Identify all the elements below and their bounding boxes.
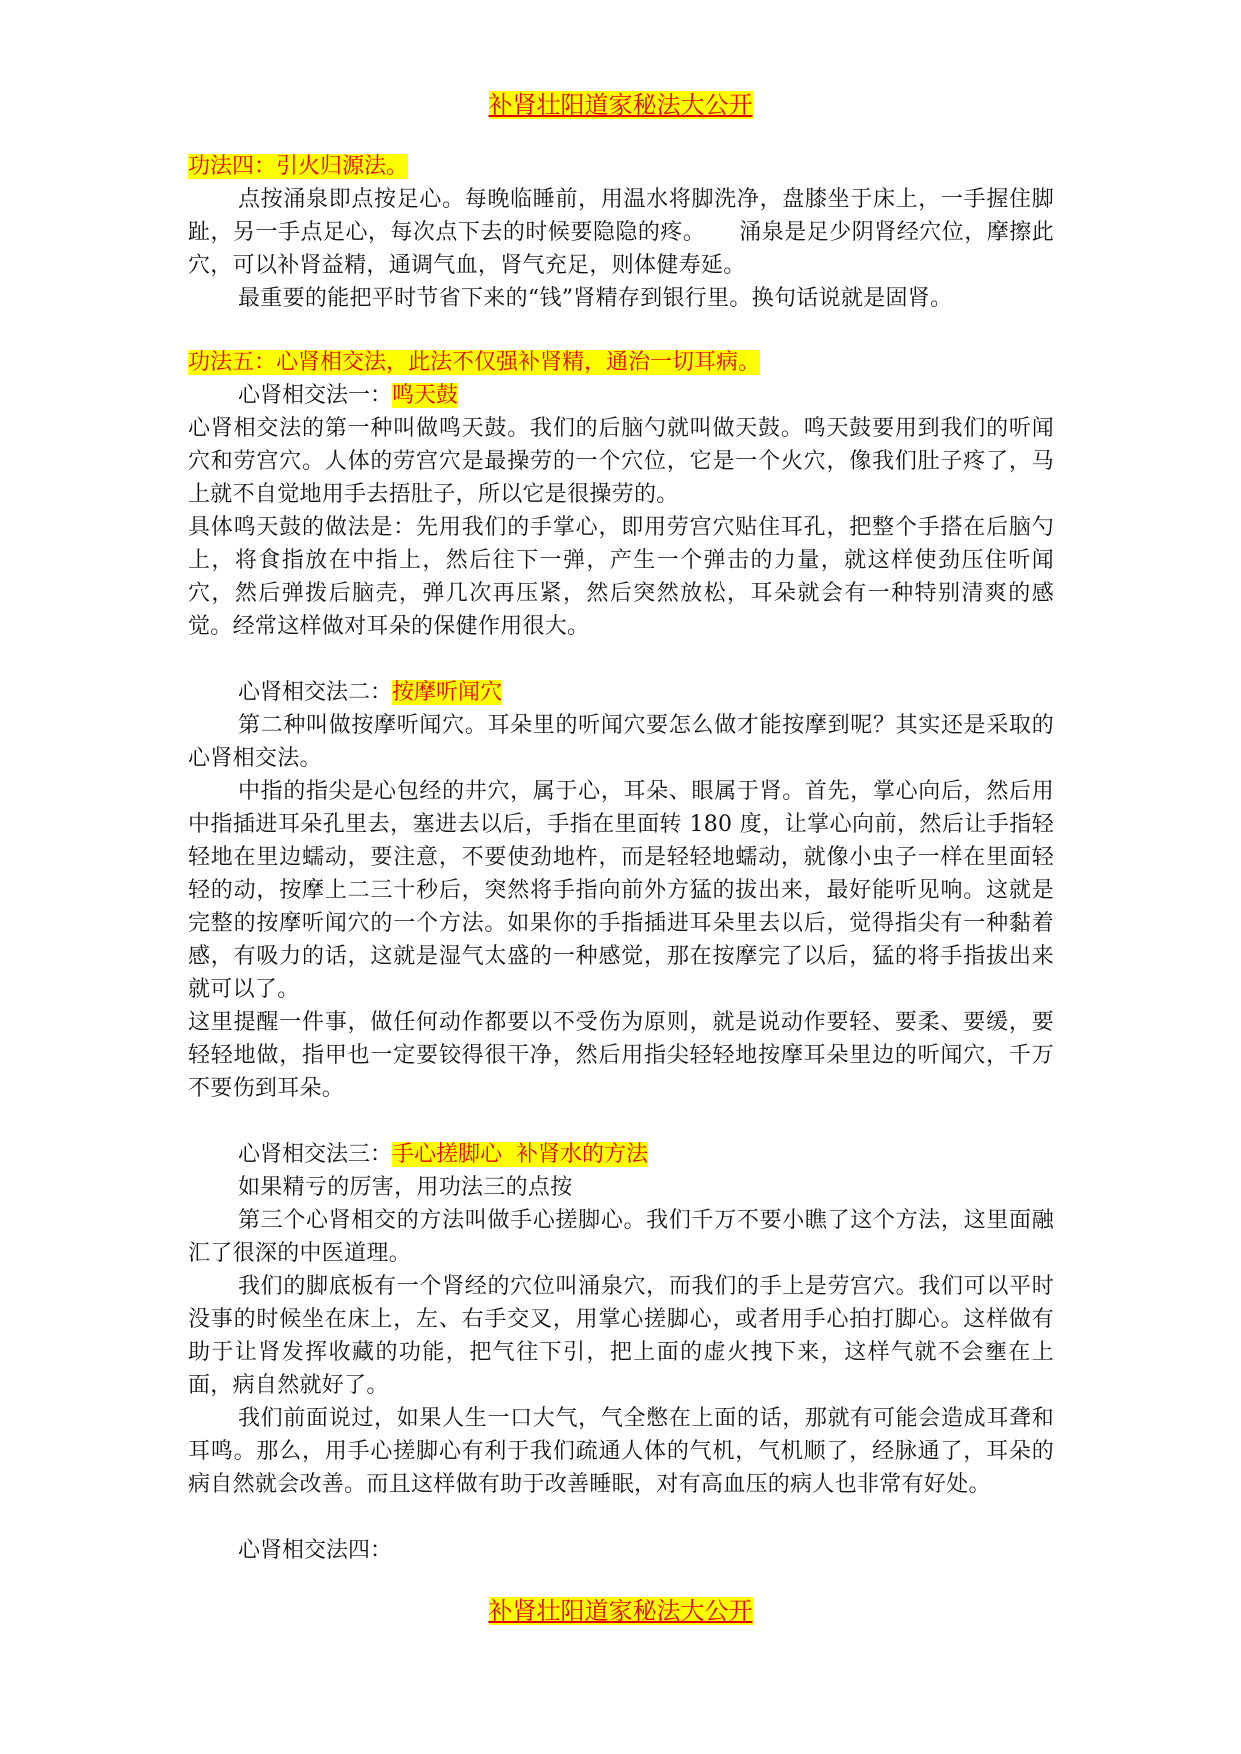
method-three-name: 手心搓脚心 补肾水的方法 [392, 1142, 649, 1167]
method-three-heading: 心肾相交法三：手心搓脚心 补肾水的方法 [238, 1142, 649, 1167]
method-three-paragraph-3: 我们前面说过，如果人生一口大气，气全憋在上面的话，那就有可能会造成耳聋和耳鸣。那么，用手心搓脚心有利于我们疏通人体的气机，气机顺了，经脉通了，耳朵的病自然就会改善。而且这样做有助于改善睡眠，对有高血压的病人也非常有好处。 [188, 1406, 1054, 1497]
method-two-name: 按摩听闻穴 [392, 680, 503, 705]
method-two-paragraph-2: 中指的指尖是心包经的井穴，属于心，耳朵、眼属于肾。首先，掌心向后，然后用中指插进耳朵孔里去，塞进去以后，手指在里面转 180 度，让掌心向前，然后让手指轻轻地在里边蠕动，要注意，不要使劲地杵，而是轻轻地蠕动，就像小虫子一样在里面轻轻的动，按摩上二三十秒后，突然将手指向前外方猛的拔出来，最好能听见响。这就是完整的按摩听闻穴的一个方法。如果你的手指插进耳朵里去以后，觉得指尖有一种黏着感，有吸力的话，这就是湿气太盛的一种感觉，那在按摩完了以后，猛的将手指拔出来就可以了。 [188, 779, 1054, 1002]
method-one-heading: 心肾相交法一：鸣天鼓 [238, 383, 459, 408]
footer-title [0, 1594, 1241, 1628]
method-four-heading: 心肾相交法四： [238, 1538, 393, 1563]
section-four [188, 150, 1054, 315]
doc-title-text: 补肾壮阳道家秘法大公开 [488, 91, 753, 119]
section-four-paragraph-2: 最重要的能把平时节省下来的“钱”肾精存到银行里。换句话说就是固肾。 [238, 286, 953, 311]
method-two-heading: 心肾相交法二：按摩听闻穴 [238, 680, 503, 705]
method-one-paragraph-2: 具体鸣天鼓的做法是：先用我们的手掌心，即用劳宫穴贴住耳孔，把整个手搭在后脑勺上，将食指放在中指上，然后往下一弹，产生一个弹击的力量，就这样使劲压住听闻穴，然后弹拨后脑壳，弹几次再压紧，然后突然放松，耳朵就会有一种特别清爽的感觉。经常这样做对耳朵的保健作用很大。 [188, 515, 1054, 639]
method-three-paragraph-1: 第三个心肾相交的方法叫做手心搓脚心。我们千万不要小瞧了这个方法，这里面融汇了很深的中医道理。 [188, 1208, 1054, 1266]
section-five [188, 346, 1054, 1567]
method-two-paragraph-3: 这里提醒一件事，做任何动作都要以不受伤为原则，就是说动作要轻、要柔、要缓，要轻轻地做，指甲也一定要铰得很干净，然后用指尖轻轻地按摩耳朵里边的听闻穴，千万不要伤到耳朵。 [188, 1010, 1054, 1101]
section-four-heading: 功法四：引火归源法。 [188, 154, 409, 179]
method-three-paragraph-2: 我们的脚底板有一个肾经的穴位叫涌泉穴，而我们的手上是劳宫穴。我们可以平时没事的时候坐在床上，左、右手交叉，用掌心搓脚心，或者用手心拍打脚心。这样做有助于让肾发挥收藏的功能，把气往下引，把上面的虚火拽下来，这样气就不会壅在上面，病自然就好了。 [188, 1274, 1054, 1398]
method-one-name: 鸣天鼓 [392, 383, 459, 408]
section-five-heading: 功法五：心肾相交法，此法不仅强补肾精，通治一切耳病。 [188, 350, 761, 375]
method-three-paragraph-0: 如果精亏的厉害，用功法三的点按 [238, 1175, 573, 1200]
footer-title-text: 补肾壮阳道家秘法大公开 [488, 1597, 753, 1625]
doc-title [0, 88, 1241, 122]
method-two-paragraph-1: 第二种叫做按摩听闻穴。耳朵里的听闻穴要怎么做才能按摩到呢？其实还是采取的心肾相交法。 [188, 713, 1054, 771]
section-four-paragraph-1: 点按涌泉即点按足心。每晚临睡前，用温水将脚洗净，盘膝坐于床上，一手握住脚趾，另一手点足心，每次点下去的时候要隐隐的疼。 涌泉是足少阴肾经穴位，摩擦此穴，可以补肾益精，通调气血，肾气充足，则体健寿延。 [188, 187, 1054, 278]
method-one-paragraph-1: 心肾相交法的第一种叫做鸣天鼓。我们的后脑勺就叫做天鼓。鸣天鼓要用到我们的听闻穴和劳宫穴。人体的劳宫穴是最操劳的一个穴位，它是一个火穴，像我们肚子疼了，马上就不自觉地用手去捂肚子，所以它是很操劳的。 [188, 416, 1054, 507]
